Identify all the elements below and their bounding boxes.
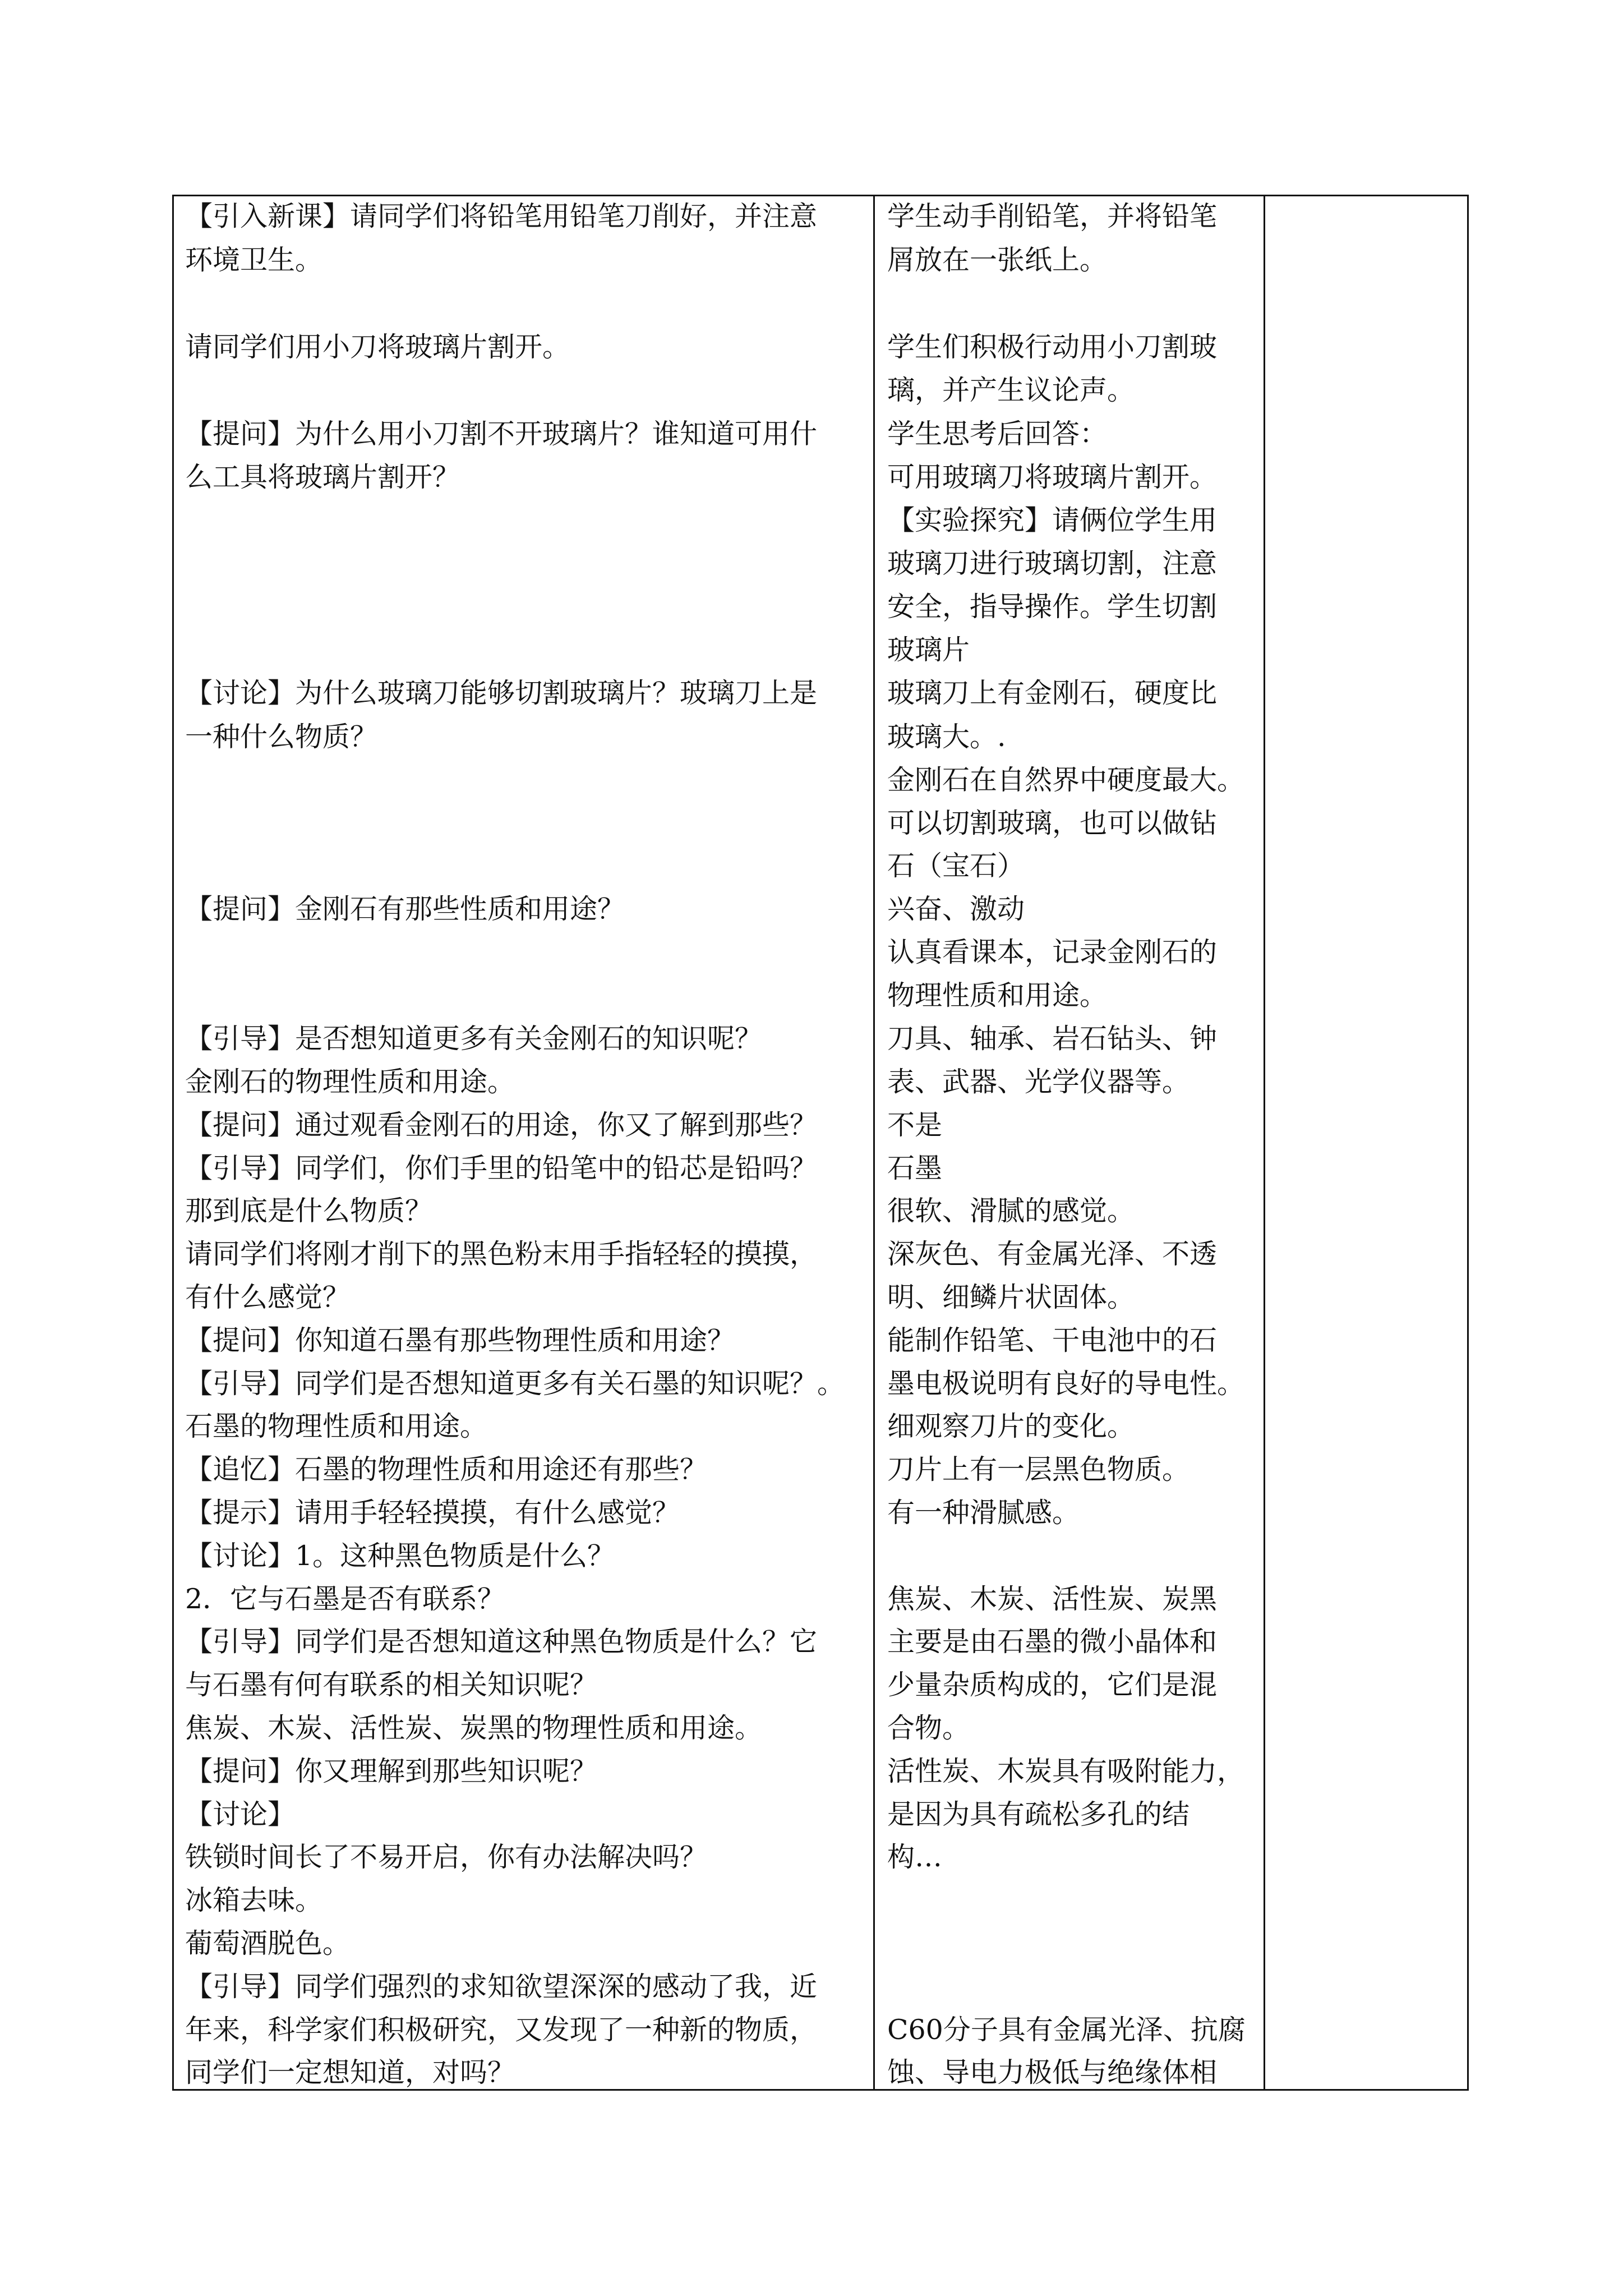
text-line: 可用玻璃刀将玻璃片割开。 — [887, 461, 1218, 493]
text-line: 【引导】同学们是否想知道更多有关石墨的知识呢？。 — [185, 1368, 845, 1400]
text-line: 兴奋、激动 — [887, 893, 1025, 925]
text-line: 认真看课本，记录金刚石的 — [887, 936, 1218, 968]
text-line: 是因为具有疏松多孔的结 — [887, 1798, 1190, 1830]
text-line: 【提问】你又理解到那些知识呢？ — [185, 1755, 598, 1787]
text-line: 【引导】是否想知道更多有关金刚石的知识呢？ — [185, 1023, 763, 1055]
text-line: 安全，指导操作。学生切割 — [887, 591, 1218, 623]
text-line: 物理性质和用途。 — [887, 979, 1108, 1011]
text-line: 深灰色、有金属光泽、不透 — [887, 1238, 1218, 1270]
text-line: 蚀、导电力极低与绝缘体相 — [887, 2056, 1218, 2088]
text-line: 【引入新课】请同学们将铅笔用铅笔刀削好，并注意 — [185, 200, 818, 232]
text-line: 玻璃片 — [887, 634, 970, 666]
text-line: 【提问】通过观看金刚石的用途，你又了解到那些？ — [185, 1109, 818, 1141]
text-line: 【引导】同学们强烈的求知欲望深深的感动了我，近 — [185, 1971, 818, 2003]
text-line: 刀具、轴承、岩石钻头、钟 — [887, 1023, 1218, 1055]
text-line: 合物。 — [887, 1712, 970, 1744]
text-line: 可以切割玻璃，也可以做钻 — [887, 807, 1218, 839]
text-line: 【引导】同学们是否想知道这种黑色物质是什么？它 — [185, 1626, 818, 1658]
text-line: 【提示】请用手轻轻摸摸，有什么感觉？ — [185, 1497, 680, 1529]
text-line: 很软、滑腻的感觉。 — [887, 1195, 1135, 1227]
text-line: 活性炭、木炭具有吸附能力， — [887, 1755, 1245, 1787]
text-line: 环境卫生。 — [185, 244, 323, 276]
text-line: 铁锁时间长了不易开启，你有办法解决吗？ — [185, 1841, 708, 1873]
text-line: 少量杂质构成的，它们是混 — [887, 1669, 1218, 1701]
text-line: 金刚石在自然界中硬度最大。 — [887, 764, 1245, 796]
text-line: 【引导】同学们，你们手里的铅笔中的铅芯是铅吗？ — [185, 1152, 818, 1184]
text-line: 学生动手削铅笔，并将铅笔 — [887, 200, 1218, 232]
text-line: 2．它与石墨是否有联系？ — [185, 1583, 505, 1615]
text-line: 一种什么物质？ — [185, 721, 378, 753]
column-divider-1 — [873, 195, 875, 2091]
text-line: 墨电极说明有良好的导电性。 — [887, 1368, 1245, 1400]
text-line: 表、武器、光学仪器等。 — [887, 1066, 1190, 1098]
text-line: 冰箱去味。 — [185, 1884, 323, 1916]
text-line: 葡萄酒脱色。 — [185, 1927, 351, 1959]
column-divider-2 — [1264, 195, 1265, 2091]
text-line: 年来，科学家们积极研究，又发现了一种新的物质， — [185, 2014, 818, 2046]
text-line: 璃，并产生议论声。 — [887, 374, 1135, 406]
text-line: 请同学们将刚才削下的黑色粉末用手指轻轻的摸摸， — [185, 1238, 818, 1270]
text-line: 【讨论】为什么玻璃刀能够切割玻璃片？玻璃刀上是 — [185, 677, 818, 709]
text-line: 【提问】金刚石有那些性质和用途？ — [185, 893, 625, 925]
text-line: 学生们积极行动用小刀割玻 — [887, 331, 1218, 363]
text-line: 屑放在一张纸上。 — [887, 244, 1108, 276]
text-line: 么工具将玻璃片割开？ — [185, 461, 460, 493]
text-line: 请同学们用小刀将玻璃片割开。 — [185, 331, 570, 363]
text-line: 石墨 — [887, 1152, 943, 1184]
text-line: 不是 — [887, 1109, 943, 1141]
text-line: 【提问】为什么用小刀割不开玻璃片？谁知道可用什 — [185, 418, 818, 450]
text-line: 石墨的物理性质和用途。 — [185, 1410, 488, 1442]
text-line: 刀片上有一层黑色物质。 — [887, 1453, 1190, 1485]
text-line: 能制作铅笔、干电池中的石 — [887, 1324, 1218, 1356]
text-line: 焦炭、木炭、活性炭、炭黑 — [887, 1583, 1218, 1615]
text-line: 细观察刀片的变化。 — [887, 1410, 1135, 1442]
teacher-activity-column — [185, 195, 864, 2091]
text-line: 玻璃刀上有金刚石，硬度比 — [887, 677, 1218, 709]
text-line: 同学们一定想知道，对吗？ — [185, 2056, 515, 2088]
text-line: 有一种滑腻感。 — [887, 1497, 1080, 1529]
text-line: 石（宝石） — [887, 850, 1025, 882]
text-line: 那到底是什么物质？ — [185, 1195, 433, 1227]
text-line: 【实验探究】请俩位学生用 — [887, 504, 1218, 536]
text-line: 有什么感觉？ — [185, 1281, 351, 1313]
text-line: 【提问】你知道石墨有那些物理性质和用途？ — [185, 1324, 735, 1356]
text-line: 【追忆】石墨的物理性质和用途还有那些？ — [185, 1453, 708, 1485]
student-activity-column — [887, 195, 1252, 2091]
text-line: 学生思考后回答： — [887, 418, 1108, 450]
text-line: 金刚石的物理性质和用途。 — [185, 1066, 515, 1098]
text-line: 明、细鳞片状固体。 — [887, 1281, 1135, 1313]
text-line: 焦炭、木炭、活性炭、炭黑的物理性质和用途。 — [185, 1712, 763, 1744]
text-line: C60分子具有金属光泽、抗腐 — [887, 2014, 1246, 2046]
text-line: 【讨论】 — [185, 1798, 296, 1830]
text-line: 玻璃大。. — [887, 721, 1006, 753]
text-line: 构… — [887, 1841, 943, 1873]
notes-column — [1266, 195, 1463, 2091]
text-line: 主要是由石墨的微小晶体和 — [887, 1626, 1218, 1658]
text-line: 【讨论】1。这种黑色物质是什么？ — [185, 1540, 615, 1572]
text-line: 与石墨有何有联系的相关知识呢？ — [185, 1669, 598, 1701]
text-line: 玻璃刀进行玻璃切割，注意 — [887, 547, 1218, 579]
